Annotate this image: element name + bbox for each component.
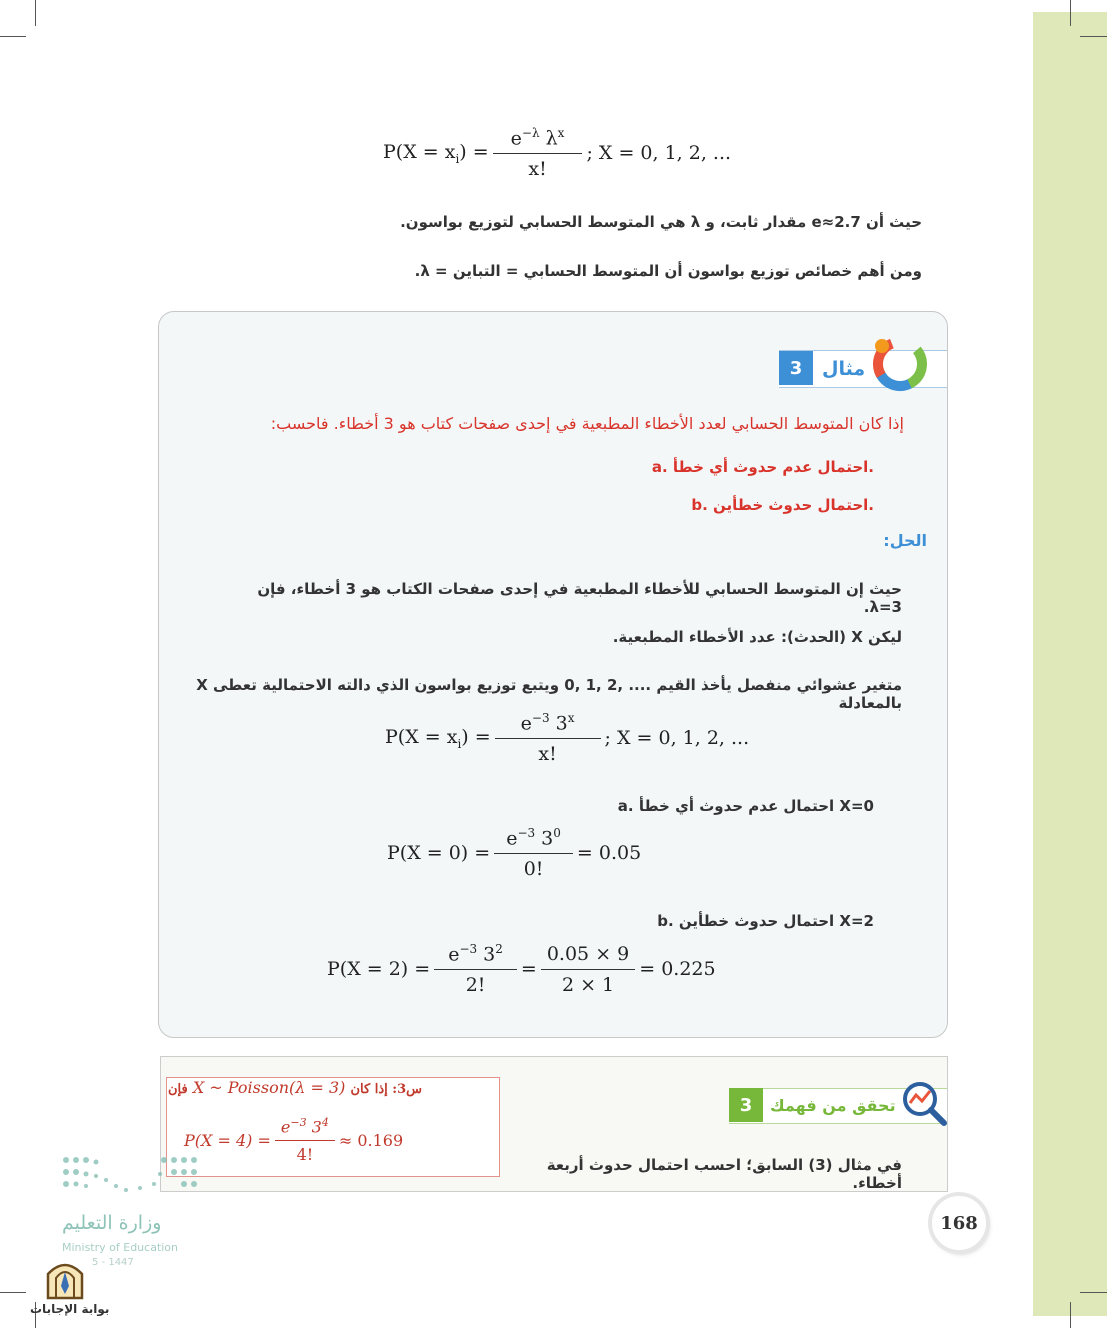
crop-mark bbox=[0, 36, 26, 37]
part-a-heading: a. احتمال عدم حدوث أي خطأ X=0 bbox=[617, 797, 874, 815]
formula-fraction: $\frac{e^{-3} 3^x}{x!}$ bbox=[495, 711, 601, 765]
ministry-year: 5 - 1447 bbox=[92, 1257, 134, 1268]
part-b-heading: b. احتمال حدوث خطأين X=2 bbox=[657, 912, 874, 930]
answers-gate-icon bbox=[44, 1256, 86, 1300]
ministry-name-en: Ministry of Education bbox=[62, 1241, 179, 1254]
formula-fraction: $\frac{e^{-\lambda} \lambda^x}{x!}$ bbox=[493, 126, 583, 180]
crop-mark bbox=[1070, 1302, 1071, 1328]
solution-line-1: حيث إن المتوسط الحسابي للأخطاء المطبعية في إحدى صفحات الكتاب هو 3 أخطاء، فإن λ=3. bbox=[257, 580, 902, 616]
example-number-badge: 3 bbox=[779, 351, 813, 385]
solution-line-3: X متغير عشوائي منفصل يأخذ القيم .... ,2 ,1 ,0 ويتبع توزيع بواسون الذي دالته الاحتمالية تعطى بالمعادلة bbox=[196, 676, 902, 712]
intro-line-1: حيث أن e≈2.7 مقدار ثابت، و λ هي المتوسط الحسابي لتوزيع بواسون. bbox=[400, 213, 922, 231]
solution-line-2: ليكن X (الحدث): عدد الأخطاء المطبعية. bbox=[612, 628, 902, 646]
example-part-b: b. احتمال حدوث خطأين. bbox=[691, 496, 874, 514]
crop-mark bbox=[1070, 0, 1071, 26]
answer-formula: P(X = 4) = $\frac{e^{-3} 3^4}{4!}$ ≈ 0.169 bbox=[184, 1116, 404, 1165]
formula-fraction: $\frac{e^{-3} 3^4}{4!}$ bbox=[275, 1116, 335, 1164]
page-number: 168 bbox=[932, 1196, 986, 1250]
check-tab-label: تحقق من فهمك bbox=[770, 1096, 896, 1115]
crop-mark bbox=[1080, 1292, 1107, 1293]
magnifier-icon bbox=[898, 1077, 950, 1129]
formula-part-b: P(X = 2) = $\frac{e^{-3} 3^2}{2!}$ = $\frac{0.05 \times 9}{2 \times 1}$ = 0.225 bbox=[327, 942, 716, 997]
page-side-strip bbox=[1033, 12, 1107, 1316]
example-tab-label: مثال bbox=[822, 358, 866, 380]
crop-mark bbox=[0, 1292, 26, 1293]
formula-fraction: $\frac{0.05 \times 9}{2 \times 1}$ bbox=[541, 943, 635, 996]
crop-mark bbox=[1080, 36, 1107, 37]
answer-line-1: فإن X ~ Poisson(λ = 3) س3: إذا كان bbox=[168, 1078, 422, 1097]
check-number-badge: 3 bbox=[729, 1088, 763, 1122]
crop-mark bbox=[35, 0, 36, 26]
poisson-formula-lambda3: $P(X = x_i)$ = $\frac{e^{-3} 3^x}{x!}$ ; X = 0, 1, 2, ... bbox=[385, 711, 750, 766]
answers-gate-label: بوابة الإجابات bbox=[30, 1302, 110, 1316]
example-question: إذا كان المتوسط الحسابي لعدد الأخطاء المطبعية في إحدى صفحات كتاب هو 3 أخطاء. فاحسب: bbox=[270, 414, 904, 433]
check-question: في مثال (3) السابق؛ احسب احتمال حدوث أربعة أخطاء. bbox=[546, 1156, 902, 1192]
formula-part-a: P(X = 0) = $\frac{e^{-3} 3^0}{0!}$ = 0.05 bbox=[387, 826, 642, 881]
example-part-a: a. احتمال عدم حدوث أي خطأ. bbox=[651, 458, 874, 476]
intro-line-2: ومن أهم خصائص توزيع بواسون أن المتوسط الحسابي = التباين = λ. bbox=[414, 262, 922, 280]
formula-fraction: $\frac{e^{-3} 3^0}{0!}$ bbox=[494, 826, 573, 880]
formula-fraction: $\frac{e^{-3} 3^2}{2!}$ bbox=[434, 942, 517, 996]
poisson-formula-general: $P(X = x_i)$ = $\frac{e^{-\lambda} \lambda^x}{x!}$ ; X = 0, 1, 2, ... bbox=[383, 126, 732, 181]
solution-label: الحل: bbox=[883, 531, 927, 550]
ministry-name-ar: وزارة التعليم bbox=[62, 1212, 162, 1234]
ministry-dots-logo bbox=[60, 1152, 200, 1200]
example-ring-icon bbox=[868, 332, 930, 394]
